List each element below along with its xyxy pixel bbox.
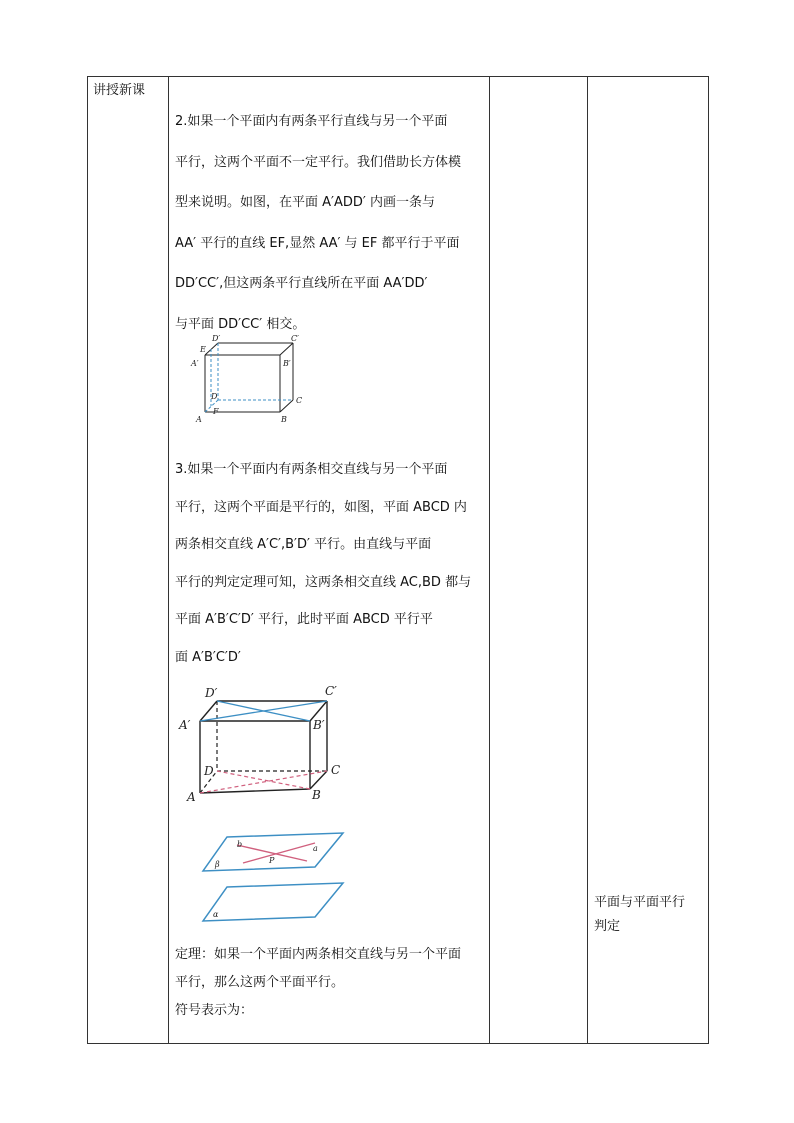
edge xyxy=(280,343,293,355)
label-b: B xyxy=(281,415,287,424)
label-c: C xyxy=(296,396,303,405)
section-cell xyxy=(88,77,169,1044)
point2-paragraph xyxy=(175,102,487,345)
label-b: B xyxy=(312,788,321,802)
diagonal-bd xyxy=(217,771,310,789)
point2-line: 平行，这两个平面不一定平行。我们借助长方体模 xyxy=(175,154,462,170)
theorem-paragraph xyxy=(175,941,487,1025)
diagonal-b1d1 xyxy=(217,701,310,721)
label-d1: D′ xyxy=(205,686,218,700)
edge xyxy=(280,400,293,412)
theorem-line: 符号表示为： xyxy=(175,1003,254,1018)
point3-line: 平面 A′B′C′D′ 平行，此时平面 ABCD 平行平 xyxy=(175,612,433,627)
side-note-line: 判定 xyxy=(594,919,621,934)
label-a: A xyxy=(196,415,202,424)
label-e: E xyxy=(200,345,206,354)
point3-line: 面 A′B′C′D′ xyxy=(175,649,241,665)
section-label: 讲授新课 xyxy=(93,83,146,98)
label-f: F xyxy=(213,407,219,416)
figure-cuboid-ef xyxy=(183,332,313,427)
plane-beta xyxy=(203,833,343,871)
theorem-line: 定理：如果一个平面内两条相交直线与另一个平面 xyxy=(175,947,462,962)
label-a: A xyxy=(187,790,196,804)
label-b1: B′ xyxy=(283,359,291,368)
label-b1: B′ xyxy=(313,718,325,732)
point3-line: 两条相交直线 A′C′,B′D′ 平行。由直线与平面 xyxy=(175,537,432,552)
point2-line: AA′ 平行的直线 EF,显然 AA′ 与 EF 都平行于平面 xyxy=(175,235,460,251)
point2-line: 与平面 DD′CC′ 相交。 xyxy=(175,316,306,332)
point3-line: 平行的判定定理可知，这两条相交直线 AC,BD 都与 xyxy=(175,574,472,590)
point3-line: 平行，这两个平面是平行的，如图，平面 ABCD 内 xyxy=(175,499,467,515)
label-p: P xyxy=(269,856,275,865)
label-a1: A′ xyxy=(191,359,199,368)
point2-line: DD′CC′,但这两条平行直线所在平面 AA′DD′ xyxy=(175,276,428,291)
label-beta: β xyxy=(215,860,220,869)
plane-alpha xyxy=(203,883,343,921)
empty-cell xyxy=(490,77,588,1044)
theorem-line: 平行，那么这两个平面平行。 xyxy=(175,975,345,990)
point3-paragraph xyxy=(175,451,487,676)
content-cell xyxy=(169,77,490,1044)
label-d1: D′ xyxy=(212,334,221,343)
label-c1: C′ xyxy=(291,334,299,343)
label-a: a xyxy=(313,844,318,853)
label-b: b xyxy=(237,840,243,849)
figure-parallel-planes xyxy=(175,825,365,925)
label-c1: C′ xyxy=(325,684,337,698)
label-alpha: α xyxy=(213,910,219,919)
edge xyxy=(200,701,217,721)
label-a1: A′ xyxy=(179,718,191,732)
point3-line: 3.如果一个平面内有两条相交直线与另一个平面 xyxy=(175,462,448,477)
label-c: C xyxy=(331,763,341,777)
figure-cuboid-diagonals xyxy=(175,681,350,806)
label-d: D xyxy=(211,392,218,401)
label-d: D xyxy=(204,764,214,778)
point2-line: 型来说明。如图，在平面 A′ADD′ 内画一条与 xyxy=(175,195,435,210)
side-note-cell xyxy=(588,77,709,1044)
lesson-table xyxy=(87,76,709,1044)
side-note xyxy=(594,891,706,939)
side-note-line: 平面与平面平行 xyxy=(594,895,686,910)
point2-line: 2.如果一个平面内有两条平行直线与另一个平面 xyxy=(175,114,448,129)
